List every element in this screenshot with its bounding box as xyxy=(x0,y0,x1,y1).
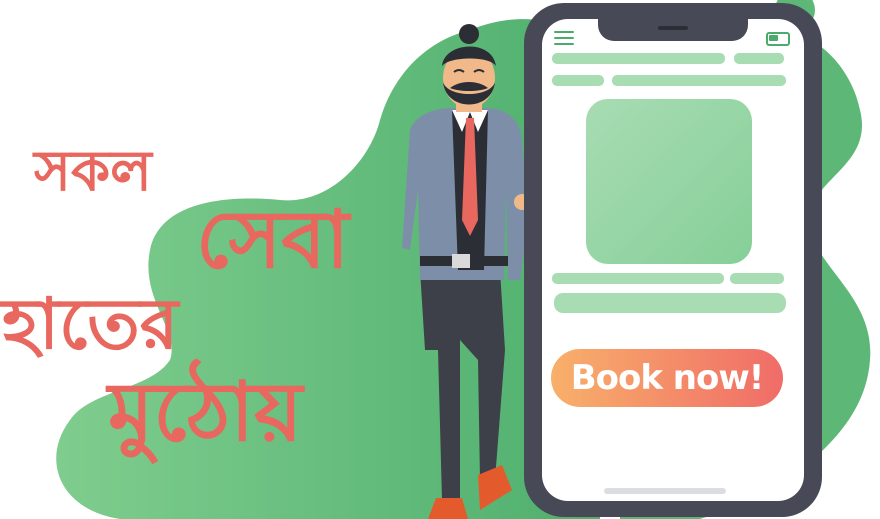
speaker-grille xyxy=(658,26,688,30)
placeholder-text-line xyxy=(552,75,604,86)
businessman-illustration xyxy=(380,20,540,519)
menu-icon[interactable] xyxy=(554,31,574,45)
placeholder-text-line xyxy=(612,75,786,86)
phone-notch xyxy=(598,19,748,41)
home-indicator xyxy=(604,488,726,494)
placeholder-text-line xyxy=(552,273,724,284)
placeholder-image-card xyxy=(586,99,752,264)
placeholder-text-block xyxy=(554,293,786,313)
book-now-button[interactable]: Book now! xyxy=(551,349,783,407)
smartphone-mockup xyxy=(524,3,822,517)
headline-line-1: সকল xyxy=(34,139,152,204)
battery-icon xyxy=(766,32,790,46)
headline-line-3: হাতের xyxy=(2,283,179,365)
placeholder-text-line xyxy=(552,53,725,64)
headline-line-2: সেবা xyxy=(196,193,350,286)
placeholder-text-line xyxy=(730,273,784,284)
placeholder-text-line xyxy=(734,53,784,64)
headline-line-4: মুঠোয় xyxy=(108,365,303,460)
phone-screen xyxy=(542,19,804,501)
